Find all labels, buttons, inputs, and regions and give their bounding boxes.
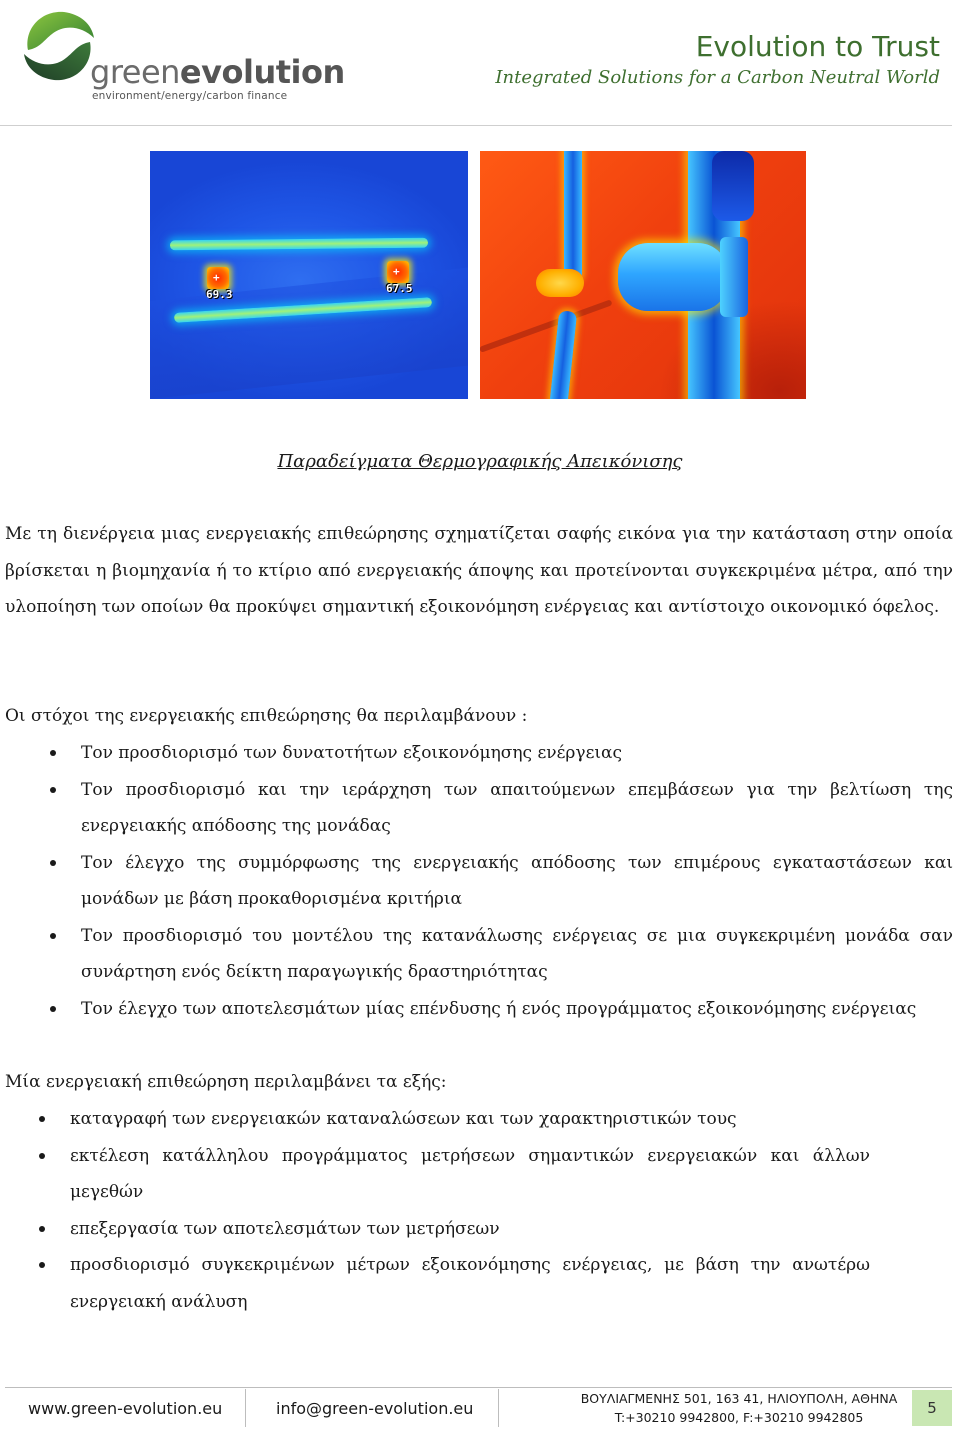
thermal-pipe-left bbox=[564, 151, 582, 281]
intro-paragraph: Με τη διενέργεια μιας ενεργειακής επιθεώρησης σχηματίζεται σαφής εικόνα για την κατάσταση στην οποία βρίσκεται η βιομηχανία ή το κτίριο από ενεργειακής άποψης και προτείνονται συγκεκριμένα μέτρα, από την υλοποίηση των οποίων θα προκύψει σημαντική εξοικονόμηση ενέργειας και αντίστοιχο οικονομικό όφελος. bbox=[5, 524, 953, 617]
list-item: Τον προσδιορισμό και την ιεράρχηση των απαιτούμενων επεμβάσεων για την βελτίωση της ενεργειακής απόδοσης της μονάδας bbox=[81, 772, 953, 845]
thermal-pipe-cap bbox=[712, 151, 754, 221]
footer-divider bbox=[5, 1387, 952, 1388]
list-item: Τον έλεγχο των αποτελεσμάτων μίας επένδυσης ή ενός προγράμματος εξοικονόμησης ενέργειας bbox=[81, 991, 953, 1028]
list-item: Τον προσδιορισμό του μοντέλου της κατανάλωσης ενέργειας σε μια συγκεκριμένη μονάδα σαν συνάρτηση ενός δείκτη παραγωγικής δραστηριότητας bbox=[81, 918, 953, 991]
footer-phone: T:+30210 9942800, F:+30210 9942805 bbox=[614, 1410, 864, 1425]
page-number: 5 bbox=[912, 1390, 952, 1426]
logo-tagline: environment/energy/carbon finance bbox=[92, 90, 288, 102]
list-item: Τον προσδιορισμό των δυνατοτήτων εξοικονόμησης ενέργειας bbox=[81, 735, 953, 772]
steps-heading: Μία ενεργειακή επιθεώρηση περιλαμβάνει τα εξής: bbox=[5, 1072, 447, 1092]
footer-website-link[interactable]: www.green-evolution.eu bbox=[28, 1399, 223, 1418]
crosshair-icon: + bbox=[213, 271, 220, 284]
thermal-cable bbox=[480, 299, 613, 353]
steps-list bbox=[70, 1101, 870, 1320]
footer-address: ΒΟΥΛΙΑΓΜΕΝΗΣ 501, 163 41, ΗΛΙΟΥΠΟΛΗ, ΑΘΗΝΑ bbox=[580, 1391, 898, 1406]
thermal-valve bbox=[536, 269, 584, 297]
thermal-pipe-top bbox=[170, 238, 428, 251]
thermal-image-pump bbox=[480, 151, 806, 399]
thermal-flange bbox=[720, 237, 748, 317]
temperature-reading-2: 67.5 bbox=[386, 282, 413, 295]
footer-separator bbox=[498, 1389, 499, 1427]
header-motto bbox=[380, 30, 940, 90]
temperature-reading-1: 69.3 bbox=[206, 288, 233, 301]
crosshair-icon: + bbox=[393, 265, 400, 278]
motto-title: Evolution to Trust bbox=[695, 30, 940, 63]
logo-swirl-icon bbox=[20, 6, 98, 84]
thermal-image-radiator bbox=[150, 151, 468, 399]
company-logo bbox=[20, 6, 345, 102]
header-divider bbox=[0, 125, 952, 126]
goals-list bbox=[81, 735, 953, 1027]
footer-separator bbox=[245, 1389, 246, 1427]
motto-subtitle: Integrated Solutions for a Carbon Neutral World bbox=[495, 67, 940, 88]
list-item: προσδιορισμό συγκεκριμένων μέτρων εξοικονόμησης ενέργειας, με βάση την ανωτέρω ενεργειακή ανάλυση bbox=[70, 1247, 870, 1320]
list-item: Τον έλεγχο της συμμόρφωσης της ενεργειακής απόδοσης των επιμέρους εγκαταστάσεων και μονάδων με βάση προκαθορισμένα κριτήρια bbox=[81, 845, 953, 918]
list-item: καταγραφή των ενεργειακών καταναλώσεων και των χαρακτηριστικών τους bbox=[70, 1101, 870, 1138]
logo-wordmark: greenevolution bbox=[90, 53, 345, 91]
list-item: επεξεργασία των αποτελεσμάτων των μετρήσεων bbox=[70, 1211, 870, 1248]
thermal-pump-body bbox=[618, 243, 728, 311]
goals-heading: Οι στόχοι της ενεργειακής επιθεώρησης θα περιλαμβάνουν : bbox=[5, 706, 528, 726]
thermal-panel-shade bbox=[150, 265, 468, 399]
list-item: εκτέλεση κατάλληλου προγράμματος μετρήσεων σημαντικών ενεργειακών και άλλων μεγεθών bbox=[70, 1138, 870, 1211]
footer-email-link[interactable]: info@green-evolution.eu bbox=[276, 1399, 474, 1418]
figure-caption: Παραδείγματα Θερμογραφικής Απεικόνισης bbox=[277, 451, 683, 472]
